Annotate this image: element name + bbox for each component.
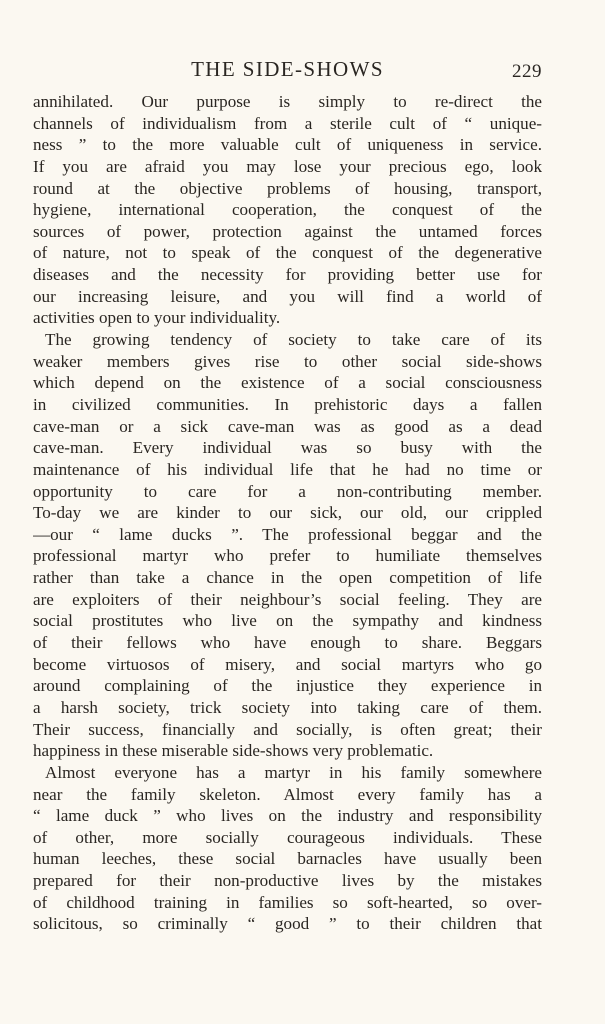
text-line: weaker members gives rise to other social side-shows [33, 351, 542, 371]
text-line: of their fellows who have enough to share. Beggars [33, 633, 542, 653]
text-line: hygiene, international cooperation, the conquest of the [33, 200, 542, 220]
page-number: 229 [512, 61, 542, 82]
text-line: rather than take a chance in the open competition of life [33, 568, 542, 588]
text-line: of childhood training in families so soft-hearted, so over- [33, 892, 542, 912]
text-line: around complaining of the injustice they experience in [33, 676, 542, 696]
text-line: If you are afraid you may lose your precious ego, look [33, 156, 542, 176]
text-line: Almost everyone has a martyr in his family somewhere [45, 762, 542, 782]
text-line: diseases and the necessity for providing better use for [33, 265, 542, 285]
text-line: happiness in these miserable side-shows very problematic. [33, 741, 434, 761]
text-line: become virtuosos of misery, and social martyrs who go [33, 654, 542, 674]
text-line: “ lame duck ” who lives on the industry and responsibility [33, 806, 542, 826]
text-line: professional martyr who prefer to humiliate themselves [33, 546, 542, 566]
text-line: social prostitutes who live on the sympathy and kindness [33, 611, 542, 631]
text-line: activities open to your individuality. [33, 308, 281, 328]
text-line: a harsh society, trick society into taking care of them. [33, 697, 542, 717]
text-line: The growing tendency of society to take care of its [45, 330, 542, 350]
text-line: cave-man or a sick cave-man was as good as a dead [33, 416, 542, 436]
text-line: annihilated. Our purpose is simply to re-direct the [33, 92, 542, 111]
text-line: cave-man. Every individual was so busy with the [33, 438, 542, 458]
text-line: are exploiters of their neighbour’s social feeling. They are [33, 589, 542, 609]
running-title: THE SIDE-SHOWS [191, 57, 384, 81]
text-line: of nature, not to speak of the conquest of the degenerative [33, 243, 542, 263]
text-line: —our “ lame ducks ”. The professional beggar and the [33, 524, 542, 544]
text-line: prepared for their non-productive lives by the mistakes [33, 871, 542, 891]
text-line: near the family skeleton. Almost every family has a [33, 784, 542, 804]
text-line: round at the objective problems of housing, transport, [33, 178, 542, 198]
text-line: ness ” to the more valuable cult of uniqueness in service. [33, 135, 542, 155]
text-line: maintenance of his individual life that he had no time or [33, 459, 542, 479]
page-header [33, 55, 542, 85]
text-line: which depend on the existence of a social consciousness [33, 373, 542, 393]
text-line: human leeches, these social barnacles have usually been [33, 849, 542, 869]
text-line: Their success, financially and socially, is often great; their [33, 719, 542, 739]
body-text [33, 91, 542, 935]
text-line: in civilized communities. In prehistoric days a fallen [33, 394, 542, 414]
text-line: of other, more socially courageous individuals. These [33, 827, 542, 847]
text-line: our increasing leisure, and you will find a world of [33, 286, 542, 306]
text-line: channels of individualism from a sterile cult of “ unique- [33, 113, 542, 133]
text-line: solicitous, so criminally “ good ” to their children that [33, 914, 542, 934]
text-line: opportunity to care for a non-contributing member. [33, 481, 542, 501]
text-line: sources of power, protection against the untamed forces [33, 221, 542, 241]
text-line: To-day we are kinder to our sick, our old, our crippled [33, 503, 542, 523]
